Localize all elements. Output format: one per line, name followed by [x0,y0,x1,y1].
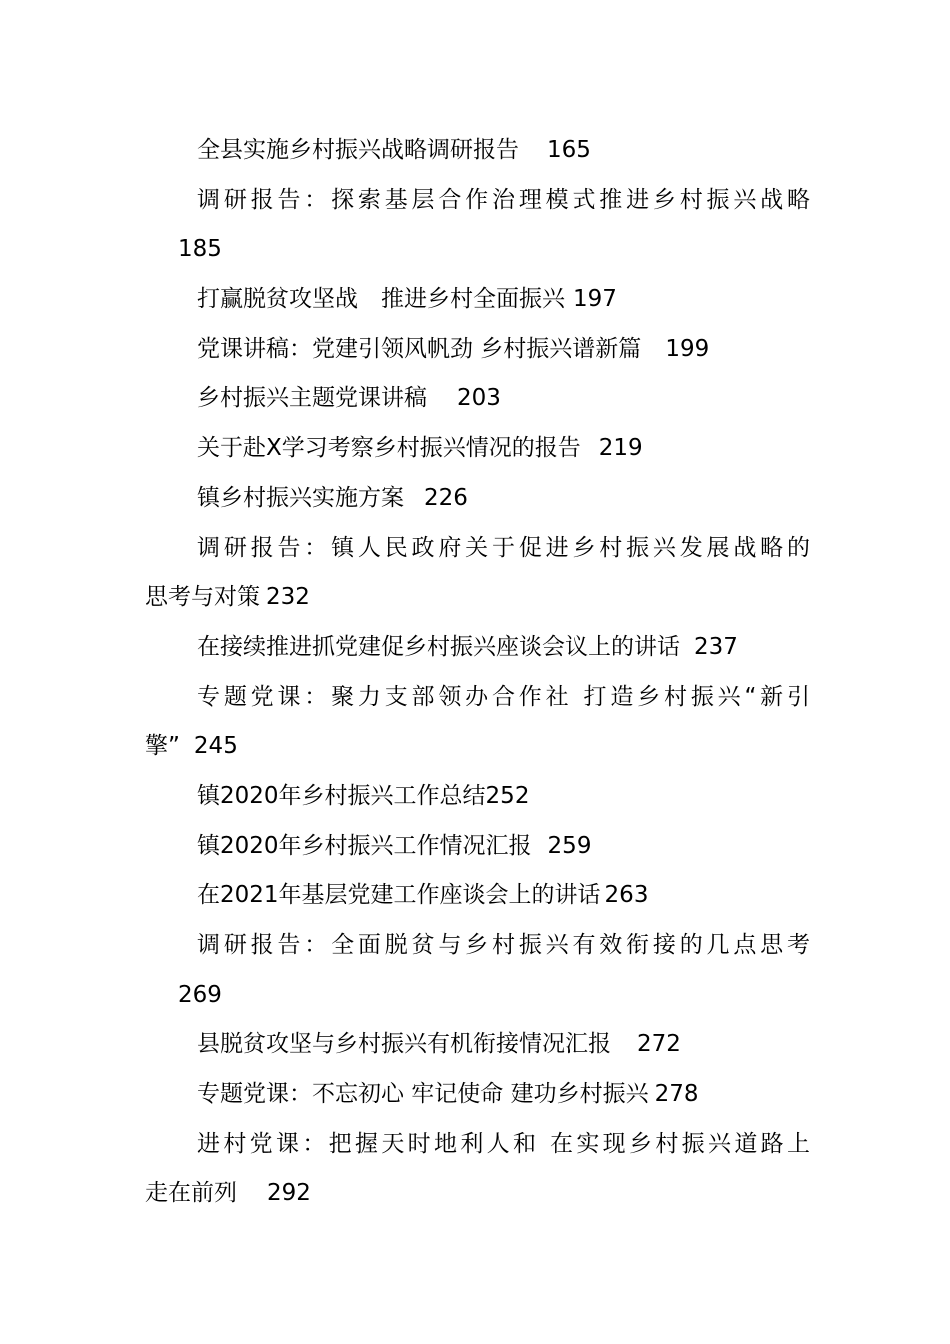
toc-entry-page: 292 [267,1180,311,1207]
toc-entry [145,822,810,872]
toc-entry-continuation [145,225,810,275]
table-of-contents [145,126,810,1219]
toc-entry-title: 全县实施乡村振兴战略调研报告 [197,137,519,163]
toc-entry-title: 进村党课：把握天时地利人和 在实现乡村振兴道路上 [197,1130,810,1157]
toc-entry [145,921,810,971]
toc-entry [145,772,810,822]
toc-entry-page: 278 [654,1081,699,1108]
toc-entry [145,325,810,375]
toc-entry-continuation [145,1169,810,1219]
toc-entry-title: 专题党课：聚力支部领办合作社 打造乡村振兴“新引 [197,683,810,710]
toc-entry-title: 打赢脱贫攻坚战 推进乡村全面振兴 [197,286,565,313]
toc-entry-title: 镇2020年乡村振兴工作总结 [197,782,486,809]
toc-entry-page: 165 [547,137,591,163]
toc-entry-title: 调研报告：镇人民政府关于促进乡村振兴发展战略的 [197,534,810,561]
toc-entry [145,1120,810,1170]
toc-entry-title: 县脱贫攻坚与乡村振兴有机衔接情况汇报 [197,1031,611,1058]
toc-entry-title: 在2021年基层党建工作座谈会上的讲话 [197,882,601,909]
toc-entry [145,126,810,176]
toc-entry-title-continued: 走在前列 [145,1180,237,1207]
toc-entry [145,474,810,524]
toc-entry [145,275,810,325]
toc-entry-title: 调研报告：探索基层合作治理模式推进乡村振兴战略 [197,186,810,213]
toc-entry [145,673,810,723]
toc-entry-page: 197 [573,286,617,313]
toc-entry-page: 272 [637,1031,681,1058]
toc-entry-page: 259 [547,832,592,859]
toc-entry-title: 乡村振兴主题党课讲稿 [197,385,427,412]
toc-entry-page: 185 [178,236,222,263]
toc-entry-page: 237 [694,633,738,660]
toc-entry [145,1020,810,1070]
toc-entry-title: 镇2020年乡村振兴工作情况汇报 [197,832,532,859]
toc-entry-continuation [145,971,810,1021]
toc-entry [145,623,810,673]
toc-entry-page: 219 [598,435,643,462]
toc-entry-page: 203 [457,385,501,412]
toc-entry-title-continued: 擎” [145,733,180,760]
toc-entry-title: 镇乡村振兴实施方案 [197,484,404,511]
toc-entry-page: 199 [665,335,710,362]
toc-entry-page: 263 [604,882,649,909]
toc-entry-page: 245 [193,733,238,760]
toc-entry [145,424,810,474]
toc-entry [145,871,810,921]
toc-entry [145,374,810,424]
toc-entry-page: 269 [178,981,222,1008]
toc-entry-page: 252 [485,782,530,809]
toc-entry-continuation [145,573,810,623]
toc-entry-title: 调研报告：全面脱贫与乡村振兴有效衔接的几点思考 [197,932,810,958]
toc-entry-title: 在接续推进抓党建促乡村振兴座谈会议上的讲话 [197,633,680,660]
toc-entry [145,524,810,574]
toc-entry-page: 232 [266,584,310,611]
toc-entry-page: 226 [424,484,468,511]
toc-entry [145,1070,810,1120]
toc-entry-title: 党课讲稿：党建引领风帆劲 乡村振兴谱新篇 [197,335,642,362]
toc-entry-title: 关于赴X学习考察乡村振兴情况的报告 [197,435,581,462]
toc-entry-title-continued: 思考与对策 [145,584,260,611]
toc-entry-continuation [145,722,810,772]
toc-entry-title: 专题党课：不忘初心 牢记使命 建功乡村振兴 [197,1081,649,1108]
toc-entry [145,176,810,226]
